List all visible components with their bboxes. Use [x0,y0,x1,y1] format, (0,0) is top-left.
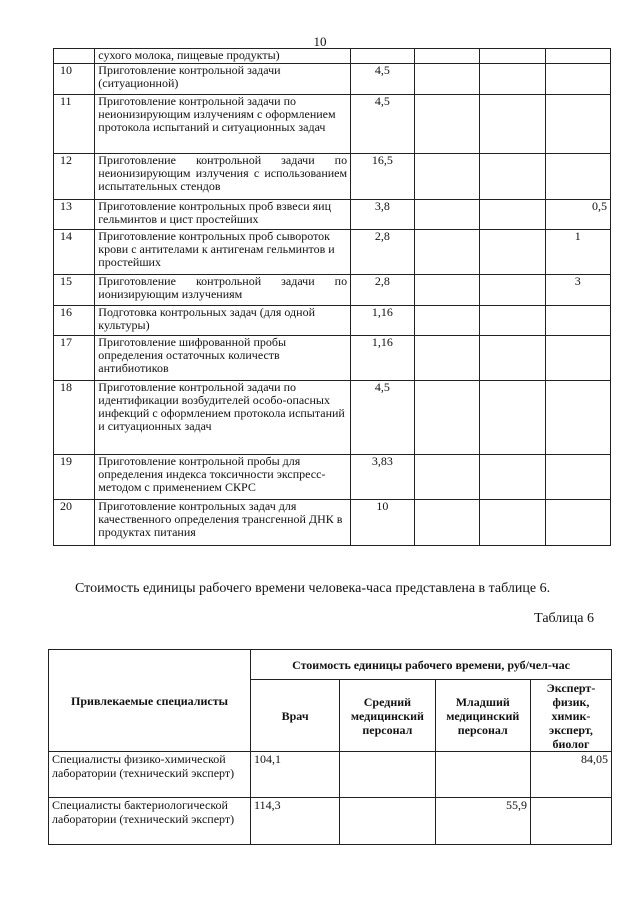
row-name: Приготовление контрольной пробы для определения индекса токсичности экспресс-методом с применением СКРС [95,455,351,500]
row-name: Приготовление контрольной задачи по неионизирующим излучениям с оформлением протокола испытаний и ситуационных задач [95,95,351,154]
row-cell [480,275,545,306]
row-value [351,49,414,64]
row-cell [480,154,545,200]
row-cell [414,275,479,306]
row-cell [545,49,611,64]
row-name: Приготовление контрольных проб сывороток крови с антителами к антигенам гельминтов и простейших [95,230,351,275]
row-value: 4,5 [351,381,414,455]
row-value: 10 [351,500,414,546]
row-number: 15 [54,275,95,306]
table-row [54,64,611,95]
row-value: 4,5 [351,95,414,154]
row-cell [545,306,611,336]
row-number: 20 [54,500,95,546]
row-cell [480,200,545,230]
row-value: 4,5 [351,64,414,95]
row-cell [480,500,545,546]
row-cell [545,381,611,455]
table-row [49,798,612,845]
table-row [54,154,611,200]
row-cell [480,95,545,154]
row-value: 2,8 [351,230,414,275]
header-specialists: Привлекаемые специалисты [49,650,251,752]
header-mid-staff: Средний медицинский персонал [340,680,435,752]
row-cell [480,49,545,64]
row-name: Подготовка контрольных задач (для одной культуры) [95,306,351,336]
mid-staff-cost [340,798,435,845]
row-cell [480,230,545,275]
row-cell [414,306,479,336]
row-name: Приготовление контрольной задачи (ситуационной) [95,64,351,95]
row-cell [414,230,479,275]
row-cell [414,154,479,200]
row-name: сухого молока, пищевые продукты) [95,49,351,64]
row-name: Приготовление контрольной задачи по неионизирующим излучения с использованием испытательных стендов [95,154,351,200]
doctor-cost: 114,3 [251,798,340,845]
row-number: 18 [54,381,95,455]
doctor-cost: 104,1 [251,752,340,798]
row-cell [480,336,545,381]
row-value: 2,8 [351,275,414,306]
row-name: Приготовление контрольной задачи по идентификации возбудителей особо-опасных инфекций с оформлением протокола испытаний и ситуационных задач [95,381,351,455]
row-name: Приготовление контрольных задач для качественного определения трансгенной ДНК в продуктах питания [95,500,351,546]
junior-staff-cost: 55,9 [435,798,530,845]
row-value: 3,8 [351,200,414,230]
header-junior-staff: Младший медицинский персонал [435,680,530,752]
row-cell [414,336,479,381]
header-expert: Эксперт-физик, химик-эксперт, биолог [530,680,611,752]
mid-staff-cost [340,752,435,798]
junior-staff-cost [435,752,530,798]
header-doctor: Врач [251,680,340,752]
hourly-cost-table [48,649,612,845]
table-row [54,500,611,546]
row-cell [545,95,611,154]
row-cell [545,500,611,546]
row-cell: 3 [545,275,611,306]
specialist-name: Специалисты бактериологической лаборатории (технический эксперт) [49,798,251,845]
row-cell [414,64,479,95]
table-row [54,49,611,64]
row-number: 11 [54,95,95,154]
expert-cost: 84,05 [530,752,611,798]
row-number: 12 [54,154,95,200]
table-row [54,230,611,275]
table-row [54,455,611,500]
row-cell [480,64,545,95]
row-number: 10 [54,64,95,95]
row-number: 13 [54,200,95,230]
row-number: 14 [54,230,95,275]
row-value: 3,83 [351,455,414,500]
row-number: 17 [54,336,95,381]
specialist-name: Специалисты физико-химической лаборатории (технический эксперт) [49,752,251,798]
row-name: Приготовление контрольных проб взвеси яиц гельминтов и цист простейших [95,200,351,230]
table-row [54,381,611,455]
row-cell [480,381,545,455]
row-cell [480,455,545,500]
expert-cost [530,798,611,845]
row-cell: 0,5 [545,200,611,230]
table-row [54,275,611,306]
row-cell [545,154,611,200]
row-value: 1,16 [351,336,414,381]
row-cell [414,500,479,546]
table-header-row [49,650,612,680]
table-row [49,752,612,798]
header-cost-group: Стоимость единицы рабочего времени, руб/чел-час [251,650,612,680]
table-row [54,95,611,154]
row-value: 16,5 [351,154,414,200]
row-cell [414,381,479,455]
row-cell [414,49,479,64]
row-number [54,49,95,64]
cost-table [53,48,611,546]
row-cell [480,306,545,336]
row-cell [545,455,611,500]
table6-caption: Таблица 6 [534,611,594,626]
row-cell [545,336,611,381]
row-name: Приготовление шифрованной пробы определения остаточных количеств антибиотиков [95,336,351,381]
row-number: 16 [54,306,95,336]
row-cell [414,95,479,154]
row-cell [414,455,479,500]
row-number: 19 [54,455,95,500]
table-row [54,306,611,336]
row-cell: 1 [545,230,611,275]
row-name: Приготовление контрольной задачи по ионизирующим излучениям [95,275,351,306]
table6-intro-sentence: Стоимость единицы рабочего времени человека-часа представлена в таблице 6. [75,581,551,596]
row-cell [545,64,611,95]
row-cell [414,200,479,230]
row-value: 1,16 [351,306,414,336]
table-row [54,200,611,230]
page-number: 10 [313,34,327,49]
table-row [54,336,611,381]
